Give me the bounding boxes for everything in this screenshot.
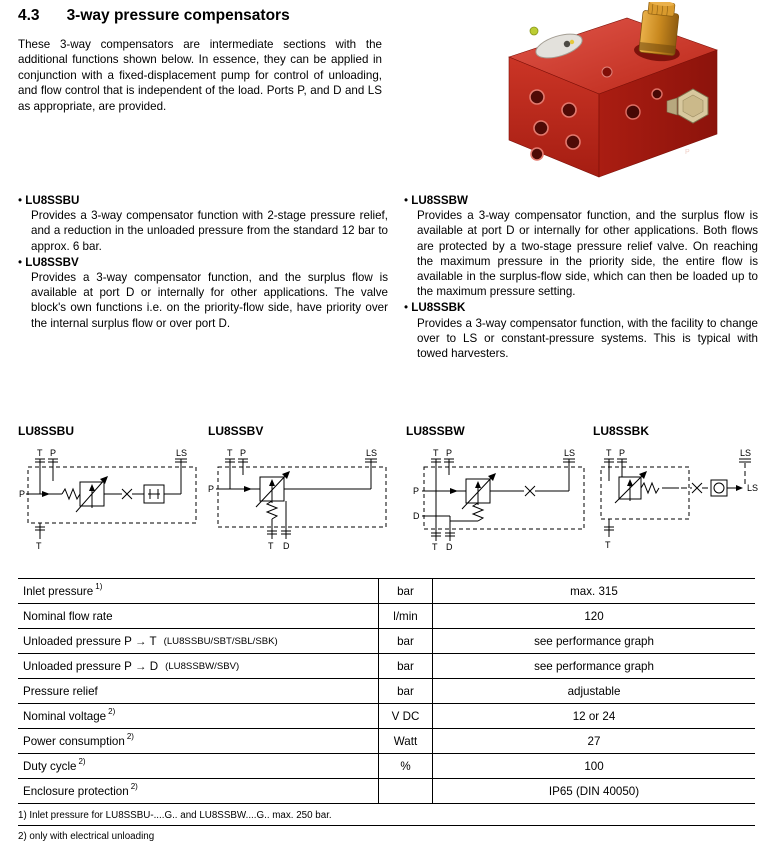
diagram-label: LU8SSBV <box>208 424 264 438</box>
bullet-item-lu8ssbk <box>404 300 758 361</box>
page-title <box>18 7 290 25</box>
spec-param: Pressure relief <box>23 684 98 698</box>
model-name: • LU8SSBW <box>404 193 758 208</box>
port-label: LS <box>366 448 378 458</box>
port-label: P <box>619 448 626 458</box>
arrowheads <box>450 473 496 494</box>
spec-row <box>18 729 755 754</box>
spec-value: 27 <box>432 729 755 753</box>
diagram-lu8ssbk <box>593 424 765 551</box>
spec-unit: bar <box>378 579 432 603</box>
spec-unit: l/min <box>378 604 432 628</box>
spec-param: Power consumption 2) <box>23 732 134 748</box>
spec-row <box>18 604 755 629</box>
spec-param: Unloaded pressure P → T (LU8SSBU/SBT/SBL/SBK) <box>23 634 278 648</box>
port-label: LS <box>176 448 188 458</box>
spec-value: see performance graph <box>432 629 755 653</box>
spec-unit: V DC <box>378 704 432 728</box>
spec-value: 120 <box>432 604 755 628</box>
port-label: P <box>208 484 215 494</box>
spec-param: Unloaded pressure P → D (LU8SSBW/SBV) <box>23 659 240 673</box>
diagram-lu8ssbw <box>406 424 596 551</box>
spec-unit: % <box>378 754 432 778</box>
port-label: T <box>606 448 612 458</box>
model-description: Provides a 3-way compensator function, and the surplus flow is available at port D or internally for other applications. Both flows are protected by a two-stage pressure relief valve. On reaching the maximum pressure in the priority side, the entire flow is available in the surplus-flow side, which can then be loaded up to the maximum pressure setting. <box>417 209 758 299</box>
model-name: • LU8SSBK <box>404 300 758 315</box>
spec-unit: Watt <box>378 729 432 753</box>
spec-value: 12 or 24 <box>432 704 755 728</box>
port-label: P <box>240 448 247 458</box>
port-label: D <box>446 542 453 551</box>
spec-param: Inlet pressure 1) <box>23 582 103 598</box>
arrowheads <box>244 471 290 492</box>
port-label: T <box>268 541 274 551</box>
spec-param: Nominal flow rate <box>23 609 113 623</box>
bullet-item-lu8ssbv <box>18 255 388 331</box>
spec-param: Nominal voltage 2) <box>23 707 116 723</box>
port-label: T <box>605 540 611 550</box>
port-label: P <box>446 448 453 458</box>
intro-paragraph: These 3-way compensators are intermediate sections with the additional functions shown below. In essence, they can be applied in conjunction with a fixed-displacement pump for control of unloading, and flow control that is independent of the load. Ports P, and D and LS as appropriate, are provided. <box>18 38 382 113</box>
bullet-column-left <box>18 193 388 332</box>
section-title: 3-way pressure compensators <box>66 7 290 24</box>
section-number: 4.3 <box>18 7 40 24</box>
diagram-lu8ssbu <box>18 424 208 551</box>
schematic-lu8ssbk <box>593 447 765 551</box>
bullet-item-lu8ssbu <box>18 193 388 254</box>
spec-value: 100 <box>432 754 755 778</box>
spec-row <box>18 779 755 804</box>
spec-value: adjustable <box>432 679 755 703</box>
diagram-label: LU8SSBW <box>406 424 465 438</box>
spec-unit: bar <box>378 654 432 678</box>
spec-value: IP65 (DIN 40050) <box>432 779 755 803</box>
model-description: Provides a 3-way compensator function, with the facility to change over to LS or constant-pressure systems. This is typical with towed harvesters. <box>417 316 758 361</box>
spec-unit: bar <box>378 629 432 653</box>
footnote-2: 2) only with electrical unloading <box>18 831 155 842</box>
spec-param: Duty cycle 2) <box>23 757 86 773</box>
spec-row <box>18 654 755 679</box>
spec-unit: bar <box>378 679 432 703</box>
port-label: P <box>50 448 57 458</box>
schematic-lu8ssbv <box>208 447 398 551</box>
spec-unit <box>378 779 432 803</box>
port-label: T <box>36 541 42 551</box>
spec-row <box>18 579 755 604</box>
spec-param: Enclosure protection 2) <box>23 782 138 798</box>
schematic-lu8ssbu <box>18 447 208 551</box>
solenoid <box>633 2 685 63</box>
port-label: LS <box>747 483 759 493</box>
model-name: • LU8SSBU <box>18 193 388 208</box>
port-label: P <box>413 486 420 496</box>
port-label: T <box>432 542 438 551</box>
spec-row <box>18 629 755 654</box>
model-description: Provides a 3-way compensator function with 2-stage pressure relief, and a reduction in the unloaded pressure from the standard 12 bar to approx. 6 bar. <box>31 209 388 253</box>
port-marking-label: P <box>685 149 690 156</box>
port-label: LS <box>564 448 576 458</box>
footnote-1: 1) Inlet pressure for LU8SSBU-....G.. and LU8SSBW....G.. max. 250 bar. <box>18 810 332 821</box>
spec-row <box>18 754 755 779</box>
footnote-divider <box>18 825 755 826</box>
model-name: • LU8SSBV <box>18 255 388 270</box>
port-label: T <box>433 448 439 458</box>
spec-value: see performance graph <box>432 654 755 678</box>
diagram-label: LU8SSBK <box>593 424 650 438</box>
schematic-lu8ssbw <box>406 447 596 551</box>
port-label: LS <box>740 448 752 458</box>
diagram-label: LU8SSBU <box>18 424 75 438</box>
spec-row <box>18 679 755 704</box>
spec-row <box>18 704 755 729</box>
model-description: Provides a 3-way compensator function, and the surplus flow is available at port D or internally for other applications. The valve block's own functions i.e. on the priority-flow side, have priority over the internal surplus flow or over port D. <box>31 271 388 330</box>
spec-value: max. 315 <box>432 579 755 603</box>
port-label: T <box>37 448 43 458</box>
port-label: D <box>413 511 420 521</box>
port-label: P <box>19 489 26 499</box>
bullet-item-lu8ssbw <box>404 193 758 299</box>
port-label: T <box>227 448 233 458</box>
diagram-lu8ssbv <box>208 424 398 551</box>
bullet-column-right <box>404 193 758 362</box>
port-label: D <box>283 541 290 551</box>
spec-table <box>18 578 755 804</box>
product-photo <box>487 2 729 190</box>
